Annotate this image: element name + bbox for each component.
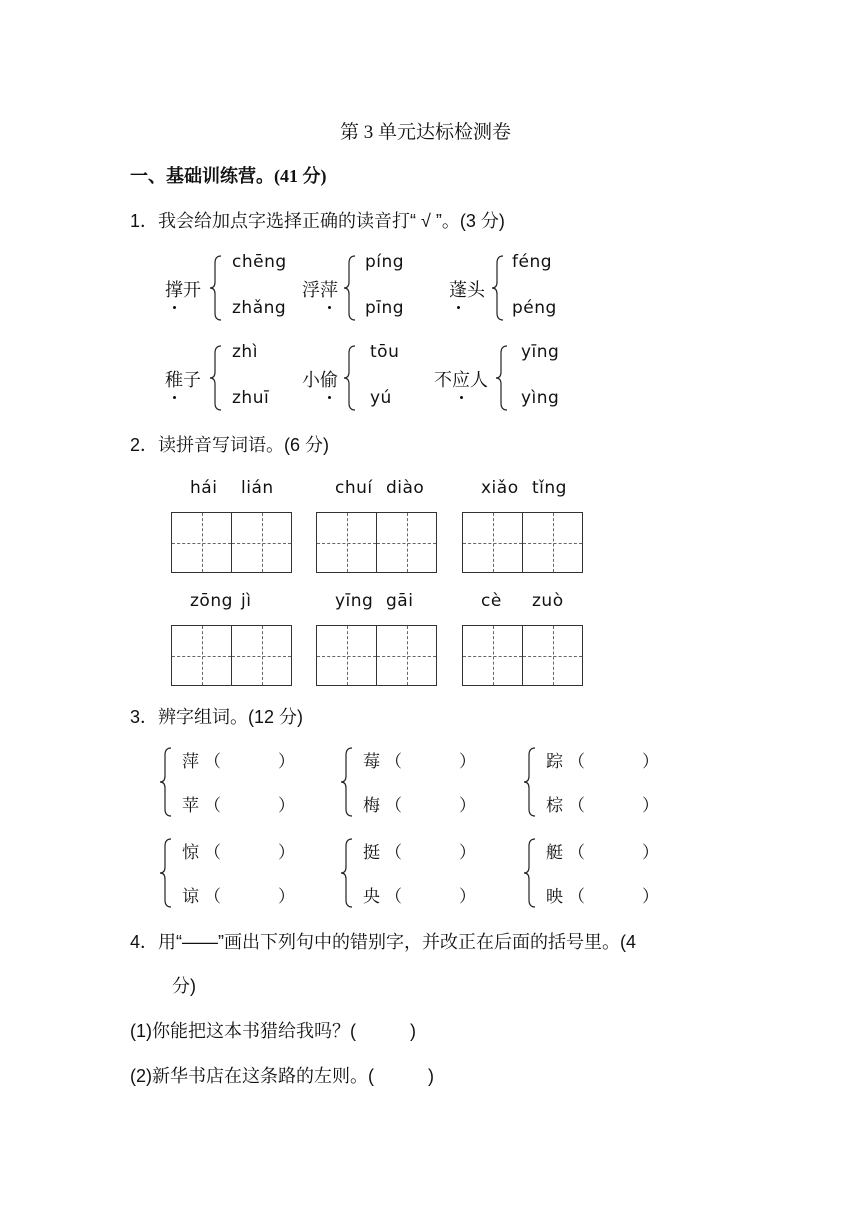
grid-cell <box>231 512 292 573</box>
brace-icon <box>341 838 353 908</box>
question-1-label: 1．我会给加点字选择正确的读音打“ √ ”。(3 分) <box>130 211 505 231</box>
paren-open: （ <box>204 752 221 771</box>
word-char: 头 <box>467 280 485 300</box>
dotted-char: 撑 <box>165 276 183 302</box>
paren-close: ） <box>278 796 295 815</box>
word-char: 小 <box>302 370 320 390</box>
word-char: 开 <box>183 280 201 300</box>
paren-open: （ <box>204 796 221 815</box>
pinyin-option-top: tōu <box>370 342 400 362</box>
dotted-char: 萍 <box>320 276 338 302</box>
pinyin-option-bottom: zhuī <box>232 388 270 408</box>
brace-icon <box>344 345 356 411</box>
section-heading: 一、基础训练营。(41 分) <box>130 166 327 186</box>
paren-close: ） <box>459 796 476 815</box>
pinyin-syllable: zōng <box>190 591 233 611</box>
paren-open: （ <box>568 796 585 815</box>
character-bottom: 映 <box>546 887 563 906</box>
writing-grid <box>316 625 436 686</box>
brace-icon <box>160 747 172 817</box>
paren-close: ） <box>278 843 295 862</box>
reading-item-word <box>449 276 485 302</box>
character-bottom: 谅 <box>182 887 199 906</box>
question-4-sentence-2: (2)新华书店在这条路的左则。( ) <box>130 1066 434 1086</box>
paren-close: ） <box>459 843 476 862</box>
paren-open: （ <box>568 887 585 906</box>
pinyin-syllable: yīng <box>335 591 374 611</box>
brace-icon <box>492 255 504 321</box>
character-top: 惊 <box>182 843 199 862</box>
grid-cell <box>462 625 523 686</box>
pinyin-syllable: tǐng <box>532 478 567 498</box>
paren-open: （ <box>385 796 402 815</box>
question-2-label: 2．读拼音写词语。(6 分) <box>130 435 330 455</box>
pinyin-syllable: chuí <box>335 478 373 498</box>
character-bottom: 央 <box>363 887 380 906</box>
dotted-char: 应 <box>452 366 470 392</box>
word-char: 子 <box>183 370 201 390</box>
pinyin-syllable: xiǎo <box>481 478 519 498</box>
paren-open: （ <box>385 887 402 906</box>
pinyin-syllable: zuò <box>532 591 564 611</box>
paren-close: ） <box>278 887 295 906</box>
pinyin-syllable: jì <box>241 591 252 611</box>
paren-open: （ <box>385 843 402 862</box>
character-top: 萍 <box>182 752 199 771</box>
page-title: 第 3 单元达标检测卷 <box>340 122 512 143</box>
question-4-label-continued: 分) <box>172 976 196 996</box>
grid-cell <box>376 625 437 686</box>
grid-cell <box>171 512 232 573</box>
paren-close: ） <box>642 752 659 771</box>
brace-icon <box>341 747 353 817</box>
reading-item-word <box>165 366 201 392</box>
pinyin-option-top: féng <box>512 252 553 272</box>
character-bottom: 梅 <box>363 796 380 815</box>
brace-icon <box>496 345 508 411</box>
paren-open: （ <box>568 843 585 862</box>
word-char: 不 <box>434 370 452 390</box>
paren-close: ） <box>642 796 659 815</box>
paren-open: （ <box>568 752 585 771</box>
pinyin-syllable: gāi <box>386 591 414 611</box>
brace-icon <box>210 345 222 411</box>
paren-open: （ <box>204 887 221 906</box>
grid-cell <box>316 625 377 686</box>
pinyin-option-bottom: péng <box>512 298 557 318</box>
brace-icon <box>210 255 222 321</box>
pinyin-option-top: yīng <box>521 342 560 362</box>
character-top: 挺 <box>363 843 380 862</box>
character-top: 莓 <box>363 752 380 771</box>
paren-open: （ <box>204 843 221 862</box>
pinyin-option-top: chēng <box>232 252 287 272</box>
paren-close: ） <box>459 887 476 906</box>
paren-close: ） <box>642 887 659 906</box>
brace-icon <box>524 838 536 908</box>
brace-icon <box>160 838 172 908</box>
paren-close: ） <box>278 752 295 771</box>
character-bottom: 棕 <box>546 796 563 815</box>
question-3-label: 3．辨字组词。(12 分) <box>130 707 304 727</box>
question-4-label: 4．用“——”画出下列句中的错别字，并改正在后面的括号里。(4 <box>130 932 637 952</box>
word-char: 人 <box>470 370 488 390</box>
reading-item-word <box>165 276 201 302</box>
dotted-char: 偷 <box>320 366 338 392</box>
pinyin-option-bottom: pīng <box>365 298 405 318</box>
character-bottom: 苹 <box>182 796 199 815</box>
paren-close: ） <box>459 752 476 771</box>
grid-cell <box>462 512 523 573</box>
pinyin-option-top: zhì <box>232 342 258 362</box>
pinyin-syllable: lián <box>241 478 274 498</box>
pinyin-syllable: cè <box>481 591 502 611</box>
writing-grid <box>462 512 582 573</box>
character-top: 艇 <box>546 843 563 862</box>
grid-cell <box>522 625 583 686</box>
grid-cell <box>171 625 232 686</box>
reading-item-word <box>302 366 338 392</box>
writing-grid <box>171 512 291 573</box>
grid-cell <box>522 512 583 573</box>
pinyin-option-bottom: yú <box>370 388 392 408</box>
question-4-sentence-1: (1)你能把这本书猎给我吗？( ) <box>130 1021 416 1041</box>
grid-cell <box>376 512 437 573</box>
dotted-char: 蓬 <box>449 276 467 302</box>
pinyin-option-bottom: zhǎng <box>232 298 287 318</box>
grid-cell <box>316 512 377 573</box>
pinyin-option-bottom: yìng <box>521 388 560 408</box>
grid-cell <box>231 625 292 686</box>
pinyin-syllable: hái <box>190 478 218 498</box>
reading-item-word <box>434 366 488 392</box>
dotted-char: 稚 <box>165 366 183 392</box>
character-top: 踪 <box>546 752 563 771</box>
word-char: 浮 <box>302 280 320 300</box>
writing-grid <box>316 512 436 573</box>
brace-icon <box>344 255 356 321</box>
writing-grid <box>462 625 582 686</box>
reading-item-word <box>302 276 338 302</box>
pinyin-syllable: diào <box>386 478 425 498</box>
pinyin-option-top: píng <box>365 252 405 272</box>
paren-close: ） <box>642 843 659 862</box>
writing-grid <box>171 625 291 686</box>
paren-open: （ <box>385 752 402 771</box>
brace-icon <box>524 747 536 817</box>
